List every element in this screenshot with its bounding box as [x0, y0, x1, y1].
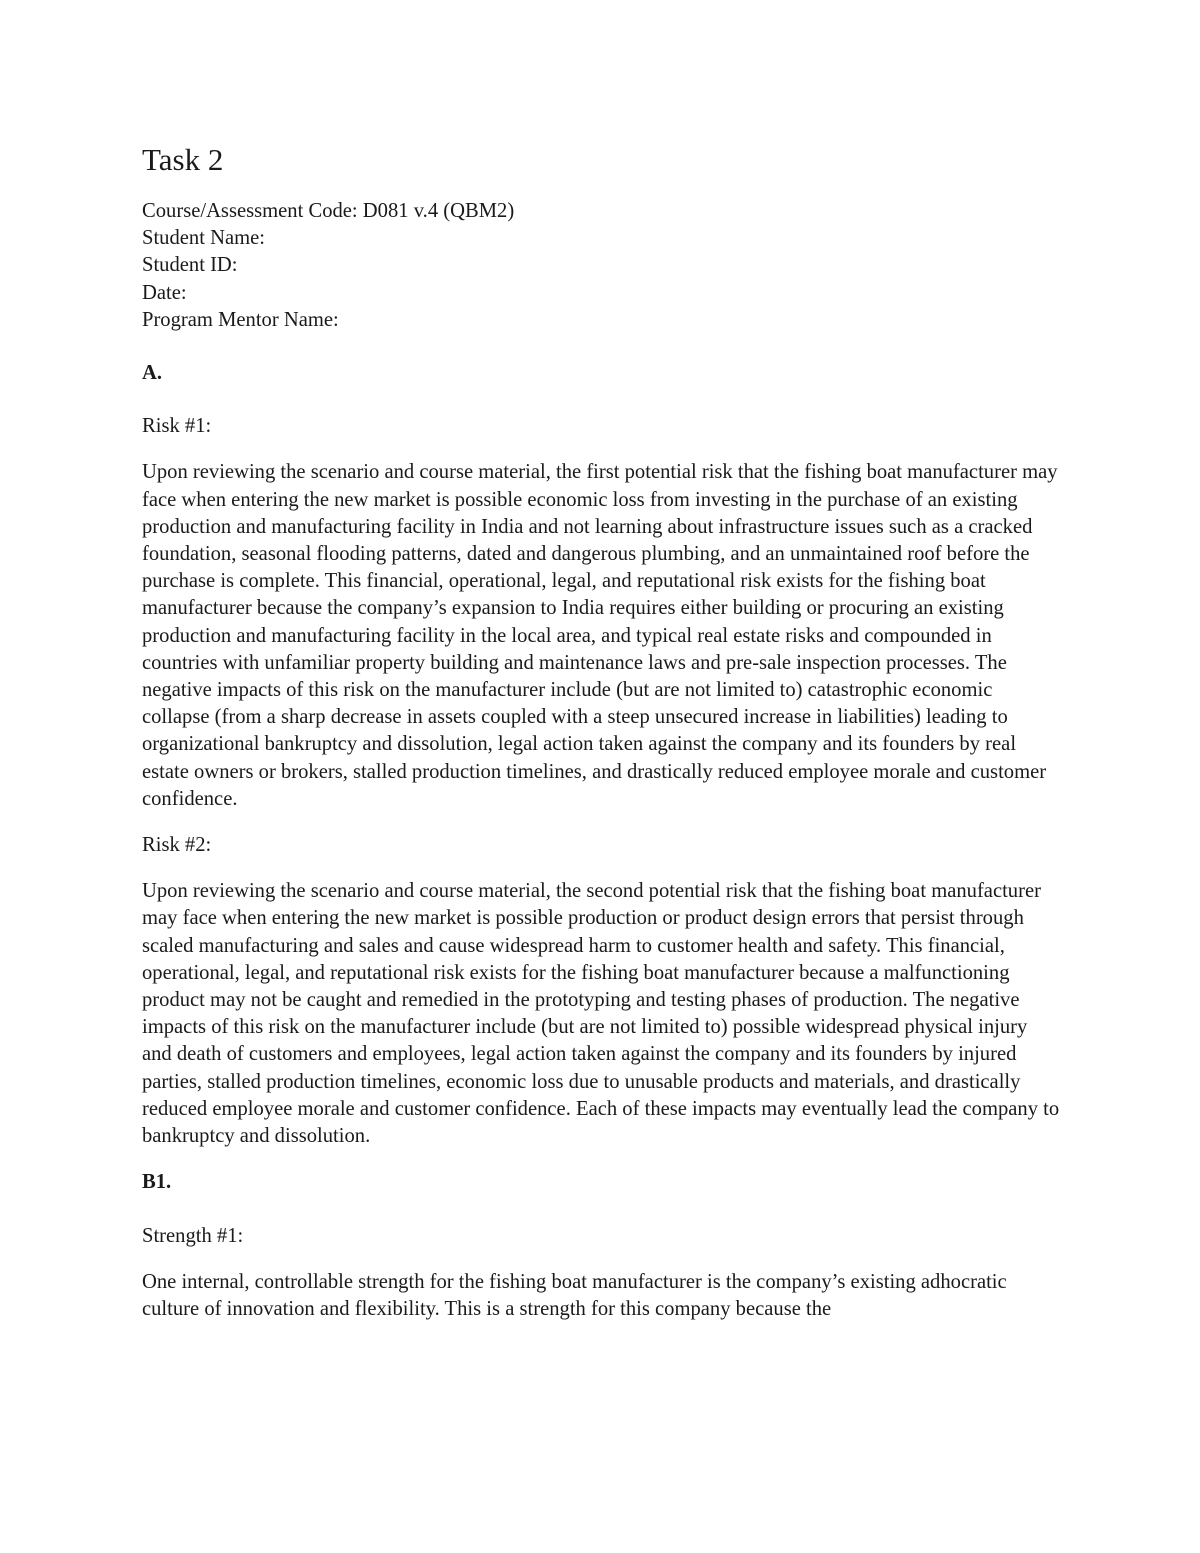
risk1-label: Risk #1:: [142, 415, 212, 438]
date-line: Date:: [142, 281, 187, 304]
risk2-paragraph: Upon reviewing the scenario and course material, the second potential risk that the fishing boat manufacturer may face when entering the new market is possible production or product design errors that persist through scaled manufacturing and sales and cause widespread harm to customer health and safety. This financial, operational, legal, and reputational risk exists for the fishing boat manufacturer because a malfunctioning product may not be caught and remedied in the prototyping and testing phases of production. The negative impacts of this risk on the manufacturer include (but are not limited to) possible widespread physical injury and death of customers and employees, legal action taken against the company and its founders by injured parties, stalled production timelines, economic loss due to unusable products and materials, and drastically reduced employee morale and customer confidence. Each of these impacts may eventually lead the company to bankruptcy and dissolution.: [142, 880, 1060, 1148]
section-b1-heading: B1.: [142, 1171, 172, 1194]
course-code-line: Course/Assessment Code: D081 v.4 (QBM2): [142, 200, 515, 222]
strength1-paragraph: One internal, controllable strength for the fishing boat manufacturer is the company’s existing adhocratic culture of innovation and flexibility. This is a strength for this company because the: [142, 1270, 1007, 1320]
risk2-label: Risk #2:: [142, 834, 212, 857]
strength1-label: Strength #1:: [142, 1224, 244, 1247]
student-name-line: Student Name:: [142, 227, 265, 250]
student-id-line: Student ID:: [142, 254, 238, 277]
document-title: Task 2: [142, 142, 224, 177]
mentor-name-line: Program Mentor Name:: [142, 308, 339, 331]
document-page: [142, 140, 1062, 1342]
section-a-heading: A.: [142, 362, 163, 385]
meta-block: [142, 198, 1062, 334]
risk1-paragraph: Upon reviewing the scenario and course material, the first potential risk that the fishing boat manufacturer may face when entering the new market is possible economic loss from investing in the purchase of an existing production and manufacturing facility in India and not learning about infrastructure issues such as a cracked foundation, seasonal flooding patterns, dated and dangerous plumbing, and an unmaintained roof before the purchase is complete. This financial, operational, legal, and reputational risk exists for the fishing boat manufacturer because the company’s expansion to India requires either building or procuring an existing production and manufacturing facility in the local area, and typical real estate risks and compounded in countries with unfamiliar property building and maintenance laws and pre-sale inspection processes. The negative impacts of this risk on the manufacturer include (but are not limited to) catastrophic economic collapse (from a sharp decrease in assets coupled with a steep unsecured increase in liabilities) leading to organizational bankruptcy and dissolution, legal action taken against the company and its founders by real estate owners or brokers, stalled production timelines, and drastically reduced employee morale and customer confidence.: [142, 461, 1058, 810]
